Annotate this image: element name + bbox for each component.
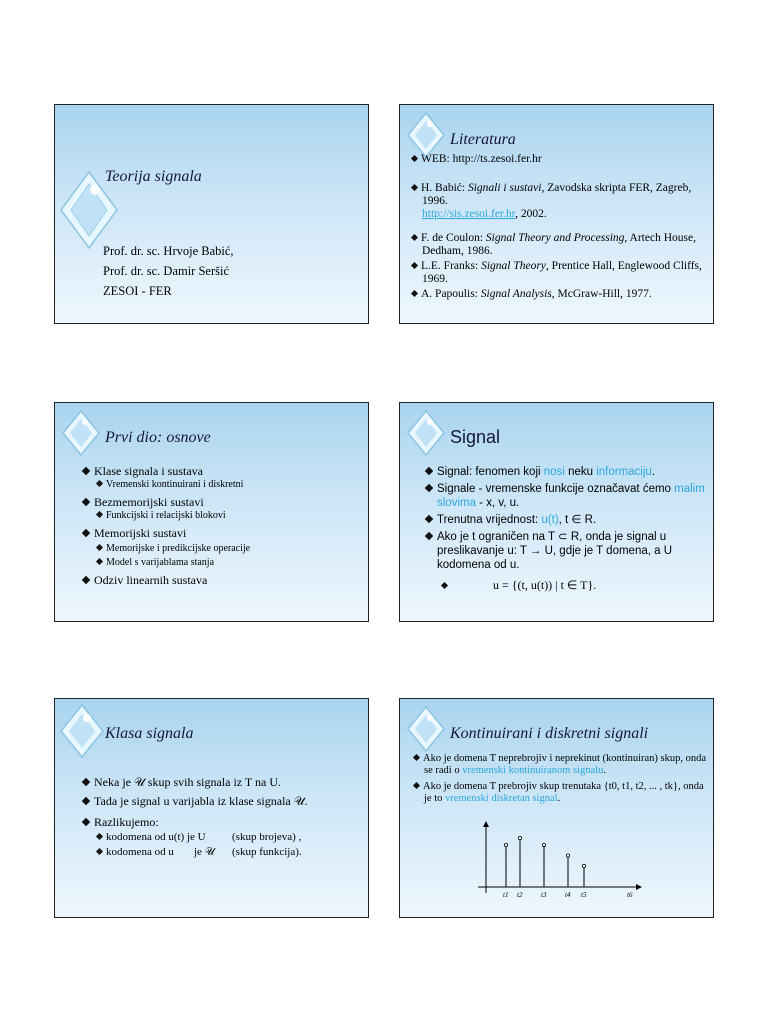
diamond-logo-icon [59,703,105,759]
bullet-icon [411,155,418,162]
tick-label: t4 [565,891,571,899]
list-subitem: kodomena od u je 𝒰 (skup funkcija). [83,845,363,860]
set-formula: u = {(t, u(t)) | t ∈ T}. [426,578,706,592]
slide-title: Signal [450,427,501,447]
bullet-icon [441,582,448,589]
bullet-icon [82,498,90,506]
bullet-icon [82,818,90,826]
slide-teorija-signala [54,104,369,324]
signal-def: Signal: fenomen koji nosi neku informaciju. [426,465,706,479]
ref-franks: L.E. Franks: Signal Theory, Prentice Hall, Englewood Cliffs, 1969. [412,260,707,286]
slide-klasa-signala [54,698,369,918]
link-sis[interactable]: http://sis.zesoi.fer.hr [422,208,516,220]
list-item: Memorijski sustavi [83,525,363,541]
diamond-logo-icon [406,111,446,159]
bullet-icon [411,290,418,297]
bullet-icon [82,778,90,786]
bullet-icon [411,184,418,191]
stem-point [566,854,569,857]
list-subitem: Vremenski kontinuirani i diskretni [83,479,363,491]
tick-label: t6 [627,891,633,899]
stem-point [542,843,545,846]
list-subitem: Funkcijski i relacijski blokovi [83,510,363,522]
author-line-2: Prof. dr. sc. Damir Seršić [103,264,230,278]
bullet-icon [82,797,90,805]
bullet-icon [96,848,103,855]
bullet-icon [413,782,420,789]
bullet-icon [425,515,433,523]
list-item: Neka je 𝒰 skup svih signala iz T na U. [83,775,363,790]
bullet-icon [96,558,103,565]
bullet-icon [96,480,103,487]
bullet-icon [411,262,418,269]
list-item: Razlikujemo: [83,815,363,830]
stem-point [518,836,521,839]
discrete-def: Ako je domena T prebrojiv skup trenutaka {t0, t1, t2, ... , tk}, onda je to vremenski diskretan signal. [414,781,710,805]
list-item: Klase signala i sustava [83,463,363,479]
continuous-def: Ako je domena T neprebrojiv i neprekinut (kontinuiran) skup, onda se radi o vremenski kontinuiranom signalu. [414,753,710,777]
bullet-icon [96,833,103,840]
bullet-icon [425,484,433,492]
list-item: Tada je signal u varijabla iz klase signala 𝒰. [83,794,363,809]
slide-title: Klasa signala [105,725,194,742]
slide-title: Teorija signala [105,168,202,185]
stem-point [504,843,507,846]
bullet-icon [96,544,103,551]
list-item: Odziv linearnih sustava [83,572,363,588]
ref-babic: H. Babić: Signali i sustavi, Zavodska skripta FER, Zagreb, 1996. http://sis.zesoi.fer.hr, 2002. [412,182,707,221]
author-line-3: ZESOI - FER [103,284,172,298]
diamond-logo-icon [406,705,446,753]
diamond-logo-icon [406,409,446,457]
slide-signal [399,402,714,622]
mapping-def: Ako je t ograničen na T ⊂ R, onda je signal u preslikavanje u: T → U, gdje je T domena, a U kodomena od u. [426,530,706,572]
slide-title: Prvi dio: osnove [105,429,211,446]
bullet-icon [82,576,90,584]
author-list [103,241,234,301]
slide-prvi-dio [54,402,369,622]
ref-coulon: F. de Coulon: Signal Theory and Processing, Artech House, Dedham, 1986. [412,232,707,258]
bullet-icon [82,467,90,475]
bullet-icon [96,511,103,518]
bullet-icon [425,532,433,540]
bullet-icon [413,754,420,761]
list-subitem: kodomena od u(t) je U (skup brojeva) , [83,830,363,845]
bullet-icon [411,234,418,241]
ref-papoulis: A. Papoulis: Signal Analysis, McGraw-Hill, 1977. [412,288,707,301]
author-line-1: Prof. dr. sc. Hrvoje Babić, [103,244,234,258]
slide-title: Literatura [450,131,516,148]
y-axis-arrow-icon [483,821,489,827]
tick-label: t1 [503,891,509,899]
stem-plot [474,819,644,909]
tick-label: t2 [517,891,523,899]
slide-literatura [399,104,714,324]
diamond-logo-icon [61,409,101,457]
list-subitem: Model s varijablama stanja [83,557,363,569]
x-axis-arrow-icon [636,884,642,890]
tick-label: t3 [541,891,547,899]
tick-label: t5 [581,891,587,899]
slide-kontinuirani-diskretni [399,698,714,918]
signal-notation: Signale - vremenske funkcije označavat ćemo malim slovima - x, v, u. [426,482,706,510]
bullet-icon [82,529,90,537]
instant-value: Trenutna vrijednost: u(t), t ∈ R. [426,513,706,527]
slide-title: Kontinuirani i diskretni signali [450,725,649,742]
bullet-icon [425,467,433,475]
list-subitem: Memorijske i predikcijske operacije [83,543,363,555]
list-item: Bezmemorijski sustavi [83,494,363,510]
ref-web: WEB: http://ts.zesoi.fer.hr [412,153,707,166]
stem-point [582,864,585,867]
